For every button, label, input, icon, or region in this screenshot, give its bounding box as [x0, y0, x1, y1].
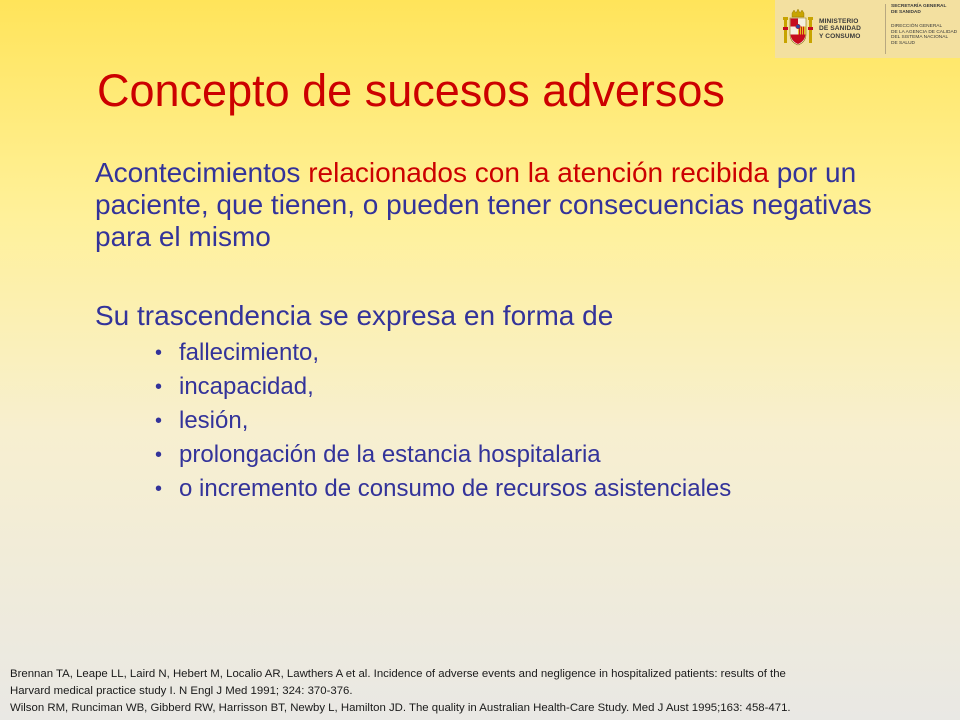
ministry-logo-right: [886, 0, 960, 58]
list-item: [155, 404, 731, 438]
references: [10, 666, 955, 717]
bullet-icon: •: [155, 342, 163, 364]
list-item: [155, 370, 731, 404]
reference-line: Wilson RM, Runciman WB, Gibberd RW, Harrisson BT, Newby L, Hamilton JD. The quality in Australian Health-Care Study. Med J Aust 1995;163: 458-471.: [10, 702, 791, 714]
list-item: [155, 336, 731, 370]
definition-highlight: relacionados con la atención recibida: [308, 157, 769, 188]
list-item-text: fallecimiento,: [179, 339, 320, 366]
ministry-name: [819, 18, 861, 41]
ministry-line: Y CONSUMO: [819, 32, 861, 40]
consequences-intro: Su trascendencia se expresa en forma de: [95, 300, 614, 331]
secretaria-line: SECRETARÍA GENERAL: [891, 4, 947, 9]
list-item-text: incapacidad,: [179, 373, 314, 400]
bullet-icon: •: [155, 444, 163, 466]
direccion-general: [891, 24, 960, 46]
list-item: [155, 472, 731, 506]
direccion-line: DEL SISTEMA NACIONAL: [891, 35, 949, 41]
coat-of-arms-icon: [783, 9, 813, 49]
slide-title: Concepto de sucesos adversos: [97, 65, 725, 116]
direccion-line: DIRECCIÓN GENERAL: [891, 24, 943, 30]
list-item-text: o incremento de consumo de recursos asistenciales: [179, 475, 732, 502]
bullet-icon: •: [155, 478, 163, 500]
direccion-line: DE SALUD: [891, 40, 915, 46]
definition-text-start: Acontecimientos: [95, 157, 309, 188]
bullet-icon: •: [155, 410, 163, 432]
bullet-icon: •: [155, 376, 163, 398]
ministry-line: DE SANIDAD: [819, 25, 862, 33]
ministry-logo: [775, 0, 960, 58]
ministry-line: MINISTERIO: [819, 17, 859, 25]
definition-text-end: por un paciente, que tienen, o pueden tener consecuencias negativas para el mismo: [95, 157, 872, 252]
consequences-list: [155, 336, 731, 506]
secretaria-line: DE SANIDAD: [891, 9, 921, 15]
direccion-line: DE LA AGENCIA DE CALIDAD: [891, 29, 958, 35]
list-item-text: lesión,: [179, 407, 249, 434]
secretaria-general: [891, 4, 960, 15]
reference-line: Brennan TA, Leape LL, Laird N, Hebert M, Localio AR, Lawthers A et al. Incidence of adverse events and negligence in hospitalized patients: results of the: [10, 668, 786, 680]
ministry-logo-left: [775, 0, 885, 58]
definition-paragraph: [95, 157, 935, 253]
list-item: [155, 438, 731, 472]
list-item-text: prolongación de la estancia hospitalaria: [179, 441, 601, 468]
reference-line: Harvard medical practice study I. N Engl J Med 1991; 324: 370-376.: [10, 685, 353, 697]
